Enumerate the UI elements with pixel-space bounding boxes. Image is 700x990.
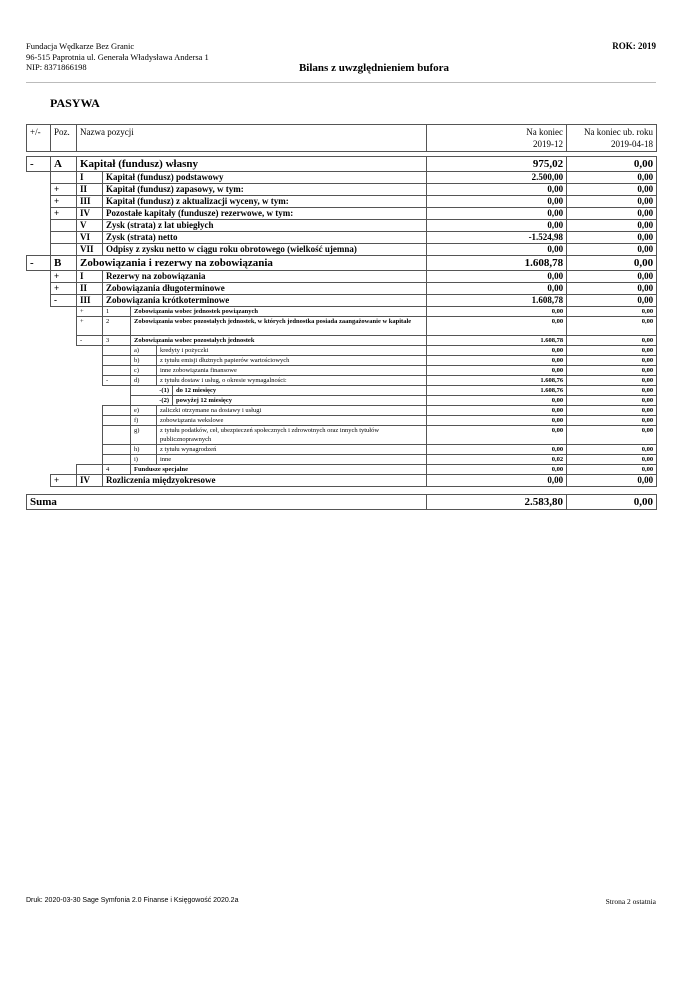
row-name: z tytułu wynagrodzeń xyxy=(157,445,427,455)
row-sign xyxy=(103,346,131,356)
row-value-current: 0,00 xyxy=(427,396,567,406)
row-name: Zobowiązania wobec pozostałych jednostek xyxy=(131,336,427,346)
row-value-previous: 0,00 xyxy=(567,208,657,220)
row-value-previous: 0,00 xyxy=(567,346,657,356)
row-pos: i) xyxy=(131,455,157,465)
row-pos: -(1) xyxy=(131,386,173,396)
row-sign: + xyxy=(77,307,103,317)
header-pos: Poz. xyxy=(51,125,77,152)
header-end-current-date: 2019-12 xyxy=(533,139,564,149)
row-pos: B xyxy=(51,256,77,271)
row-value-current: 0,00 xyxy=(427,445,567,455)
row-pos: V xyxy=(77,220,103,232)
row-name: Zobowiązania krótkoterminowe xyxy=(103,295,427,307)
row-pos: I xyxy=(77,172,103,184)
row-pos: 3 xyxy=(103,336,131,346)
row-pos: II xyxy=(77,184,103,196)
row-name: Rezerwy na zobowiązania xyxy=(103,271,427,283)
row-name: z tytułu podatków, ceł, ubezpieczeń społecznych i zdrowotnych oraz innych tytułów publicznoprawnych xyxy=(157,426,427,445)
org-address: 96-515 Paprotnia ul. Generała Władysława Andersa 1 xyxy=(26,51,209,62)
row-value-previous: 0,00 xyxy=(567,307,657,317)
row-name: Fundusze specjalne xyxy=(131,465,427,475)
row-value-current: 0,00 xyxy=(427,307,567,317)
row-value-current: 1.608,76 xyxy=(427,386,567,396)
row-value-current: 0,00 xyxy=(427,184,567,196)
row-value-current: 0,00 xyxy=(427,220,567,232)
row-pos: e) xyxy=(131,406,157,416)
table-row xyxy=(27,445,657,455)
row-value-previous: 0,00 xyxy=(567,283,657,295)
row-value-previous: 0,00 xyxy=(567,157,657,172)
row-pos: VII xyxy=(77,244,103,256)
row-name: Pozostałe kapitały (fundusze) rezerwowe, w tym: xyxy=(103,208,427,220)
row-pos: f) xyxy=(131,416,157,426)
row-sign: + xyxy=(51,475,77,487)
header-end-previous xyxy=(567,125,657,152)
row-pos: 4 xyxy=(103,465,131,475)
row-value-previous: 0,00 xyxy=(567,445,657,455)
row-sign xyxy=(103,455,131,465)
row-value-previous: 0,00 xyxy=(567,475,657,487)
row-value-current: 0,00 xyxy=(427,406,567,416)
header-end-current-label: Na koniec xyxy=(526,127,564,137)
row-pos: -(2) xyxy=(131,396,173,406)
table-row xyxy=(27,396,657,406)
table-row xyxy=(27,426,657,445)
row-value-current: 0,02 xyxy=(427,455,567,465)
row-pos: 2 xyxy=(103,317,131,336)
row-sign xyxy=(51,244,77,256)
row-value-current: 1.608,76 xyxy=(427,376,567,386)
table-row xyxy=(27,366,657,376)
row-value-previous: 0,00 xyxy=(567,336,657,346)
row-sign xyxy=(103,445,131,455)
table-row xyxy=(27,376,657,386)
row-pos: III xyxy=(77,196,103,208)
row-value-current: 1.608,78 xyxy=(427,336,567,346)
table-row xyxy=(27,184,657,196)
row-name: inne xyxy=(157,455,427,465)
row-value-previous: 0,00 xyxy=(567,172,657,184)
row-value-current: 0,00 xyxy=(427,416,567,426)
row-sign: - xyxy=(27,157,51,172)
row-name: Kapitał (fundusz) z aktualizacji wyceny, w tym: xyxy=(103,196,427,208)
table-row xyxy=(27,220,657,232)
row-value-current: 1.608,78 xyxy=(427,295,567,307)
row-pos: III xyxy=(77,295,103,307)
table-row xyxy=(27,232,657,244)
header-end-previous-date: 2019-04-18 xyxy=(611,139,654,149)
row-value-previous: 0,00 xyxy=(567,232,657,244)
org-nip: NIP: 8371866198 xyxy=(26,62,87,72)
table-row xyxy=(27,307,657,317)
row-sign: + xyxy=(51,184,77,196)
row-value-previous: 0,00 xyxy=(567,196,657,208)
row-name: inne zobowiązania finansowe xyxy=(157,366,427,376)
row-value-previous: 0,00 xyxy=(567,256,657,271)
row-value-current: 0,00 xyxy=(427,475,567,487)
row-sign: + xyxy=(51,283,77,295)
balance-table xyxy=(26,156,657,487)
row-name: Kapitał (fundusz) własny xyxy=(77,157,427,172)
row-sign: + xyxy=(77,317,103,336)
table-row xyxy=(27,157,657,172)
row-value-previous: 0,00 xyxy=(567,184,657,196)
row-value-previous: 0,00 xyxy=(567,295,657,307)
row-value-current: 0,00 xyxy=(427,196,567,208)
row-sign: - xyxy=(103,376,131,386)
row-name: Zysk (strata) z lat ubiegłych xyxy=(103,220,427,232)
table-row xyxy=(27,196,657,208)
print-info: Druk: 2020-03-30 Sage Symfonia 2.0 Finanse i Księgowość 2020.2a xyxy=(26,897,239,904)
row-value-current: 0,00 xyxy=(427,366,567,376)
org-name: Fundacja Wędkarze Bez Granic xyxy=(26,41,135,51)
table-row xyxy=(27,416,657,426)
row-sign: - xyxy=(27,256,51,271)
table-row xyxy=(27,295,657,307)
row-value-previous: 0,00 xyxy=(567,271,657,283)
row-pos: 1 xyxy=(103,307,131,317)
row-value-previous: 0,00 xyxy=(567,396,657,406)
row-sign xyxy=(77,465,103,475)
row-sign: + xyxy=(51,271,77,283)
table-row xyxy=(27,256,657,271)
row-sign: - xyxy=(77,336,103,346)
row-value-previous: 0,00 xyxy=(567,317,657,336)
table-row xyxy=(27,172,657,184)
report-title: Bilans z uwzględnieniem bufora xyxy=(298,62,450,74)
row-name: Kapitał (fundusz) podstawowy xyxy=(103,172,427,184)
row-name: z tytułu dostaw i usług, o okresie wymagalności: xyxy=(157,376,427,386)
header-end-current xyxy=(427,125,567,152)
table-row xyxy=(27,208,657,220)
table-row xyxy=(27,406,657,416)
row-value-current: 0,00 xyxy=(427,356,567,366)
row-pos: b) xyxy=(131,356,157,366)
row-value-previous: 0,00 xyxy=(567,386,657,396)
row-pos: h) xyxy=(131,445,157,455)
row-name: Kapitał (fundusz) zapasowy, w tym: xyxy=(103,184,427,196)
header-sign: +/- xyxy=(27,125,51,152)
row-name: z tytułu emisji dłużnych papierów wartościowych xyxy=(157,356,427,366)
table-row xyxy=(27,356,657,366)
row-value-current: 0,00 xyxy=(427,317,567,336)
row-sign: - xyxy=(51,295,77,307)
row-value-current: 975,02 xyxy=(427,157,567,172)
header-name: Nazwa pozycji xyxy=(77,125,427,152)
row-pos: d) xyxy=(131,376,157,386)
row-value-previous: 0,00 xyxy=(567,406,657,416)
row-name: Zobowiązania długoterminowe xyxy=(103,283,427,295)
row-value-previous: 0,00 xyxy=(567,376,657,386)
row-sign xyxy=(103,406,131,416)
row-value-current: 0,00 xyxy=(427,426,567,445)
row-sign xyxy=(51,232,77,244)
table-row xyxy=(27,475,657,487)
table-row xyxy=(27,336,657,346)
row-name: Zobowiązania wobec pozostałych jednostek, w których jednostka posiada zaangażowanie w kapitale xyxy=(131,317,427,336)
row-value-previous: 0,00 xyxy=(567,366,657,376)
column-headers xyxy=(26,124,657,152)
row-value-previous: 0,00 xyxy=(567,244,657,256)
row-pos: IV xyxy=(77,208,103,220)
table-row xyxy=(27,386,657,396)
row-name: Zobowiązania wobec jednostek powiązanych xyxy=(131,307,427,317)
row-sign xyxy=(103,416,131,426)
row-value-current: 1.608,78 xyxy=(427,256,567,271)
sum-value-previous: 0,00 xyxy=(567,495,657,510)
row-pos: II xyxy=(77,283,103,295)
section-title: PASYWA xyxy=(50,96,100,110)
table-row xyxy=(27,455,657,465)
table-row xyxy=(27,317,657,336)
table-row xyxy=(27,283,657,295)
sum-value-current: 2.583,80 xyxy=(427,495,567,510)
row-value-previous: 0,00 xyxy=(567,455,657,465)
row-value-previous: 0,00 xyxy=(567,416,657,426)
row-name: Zysk (strata) netto xyxy=(103,232,427,244)
row-sign xyxy=(103,366,131,376)
row-name: Zobowiązania i rezerwy na zobowiązania xyxy=(77,256,427,271)
report-year: ROK: 2019 xyxy=(612,41,656,51)
sum-label: Suma xyxy=(27,495,427,510)
row-name: do 12 miesięcy xyxy=(173,386,427,396)
row-pos: A xyxy=(51,157,77,172)
row-value-current: 0,00 xyxy=(427,283,567,295)
row-sign xyxy=(51,220,77,232)
row-pos: c) xyxy=(131,366,157,376)
page-number: Strona 2 ostatnia xyxy=(605,897,656,906)
row-value-current: -1.524,98 xyxy=(427,232,567,244)
row-pos: g) xyxy=(131,426,157,445)
row-sign: + xyxy=(51,196,77,208)
row-sign: + xyxy=(51,208,77,220)
row-pos: IV xyxy=(77,475,103,487)
header-end-previous-label: Na koniec ub. roku xyxy=(584,127,654,137)
row-name: Odpisy z zysku netto w ciągu roku obrotowego (wielkość ujemna) xyxy=(103,244,427,256)
row-value-previous: 0,00 xyxy=(567,465,657,475)
row-value-current: 0,00 xyxy=(427,465,567,475)
row-name: Rozliczenia międzyokresowe xyxy=(103,475,427,487)
table-row xyxy=(27,465,657,475)
row-value-current: 0,00 xyxy=(427,271,567,283)
row-pos: a) xyxy=(131,346,157,356)
sum-row xyxy=(26,494,657,510)
table-row xyxy=(27,244,657,256)
table-row xyxy=(27,271,657,283)
row-name: powyżej 12 miesięcy xyxy=(173,396,427,406)
row-value-current: 2.500,00 xyxy=(427,172,567,184)
row-value-previous: 0,00 xyxy=(567,356,657,366)
row-sign xyxy=(51,172,77,184)
row-name: zobowiązania wekslowe xyxy=(157,416,427,426)
row-pos: VI xyxy=(77,232,103,244)
row-name: kredyty i pożyczki xyxy=(157,346,427,356)
header-divider xyxy=(26,82,656,83)
row-sign xyxy=(103,356,131,366)
row-pos: I xyxy=(77,271,103,283)
table-row xyxy=(27,346,657,356)
row-value-current: 0,00 xyxy=(427,208,567,220)
row-value-previous: 0,00 xyxy=(567,220,657,232)
row-sign xyxy=(103,426,131,445)
row-value-current: 0,00 xyxy=(427,244,567,256)
row-value-current: 0,00 xyxy=(427,346,567,356)
row-value-previous: 0,00 xyxy=(567,426,657,445)
row-name: zaliczki otrzymane na dostawy i usługi xyxy=(157,406,427,416)
